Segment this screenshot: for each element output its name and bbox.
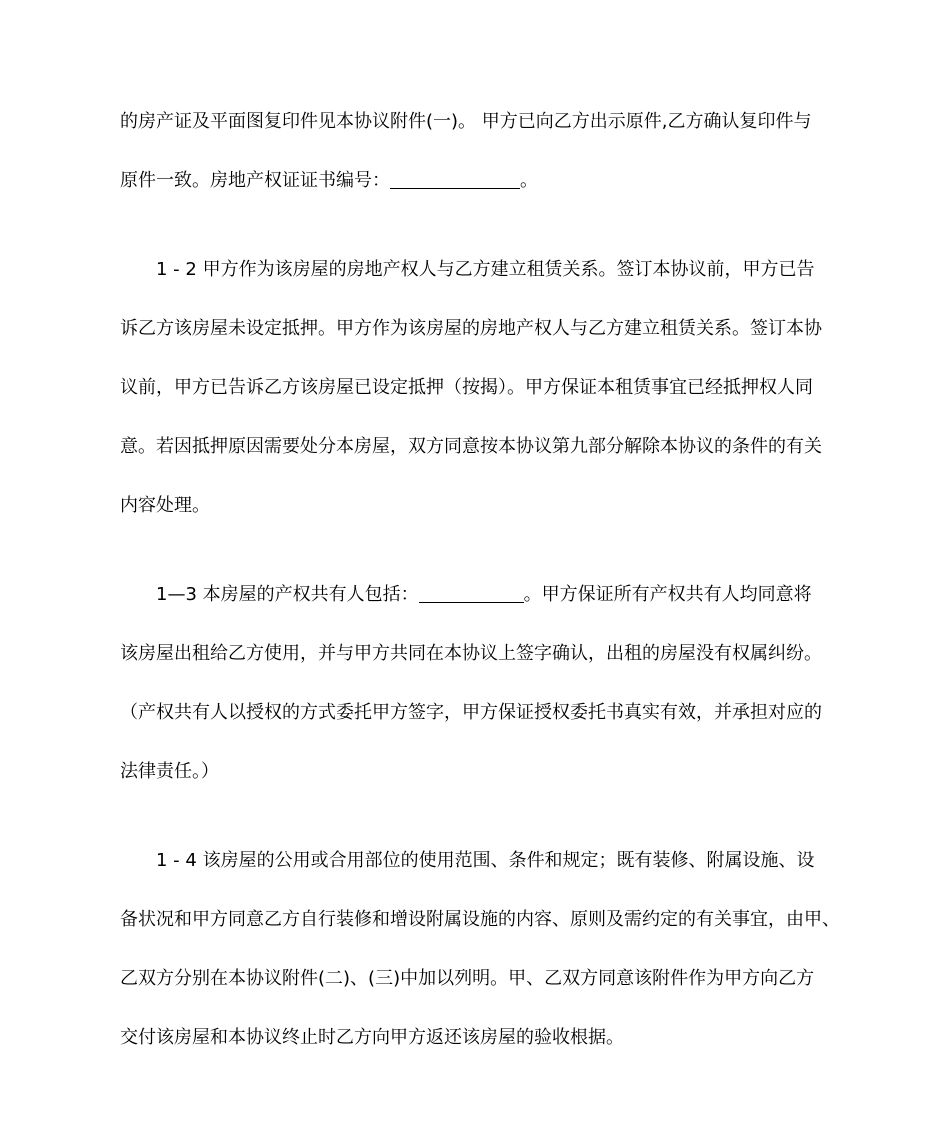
text-line [120,151,840,210]
text-line: 该房屋出租给乙方使用，并与甲方共同在本协议上签字确认，出租的房屋没有权属纠纷。 [120,643,822,664]
text-line: 1 - 4 该房屋的公用或合用部位的使用范围、条件和规定；既有装修、附属设施、设 [156,850,815,871]
paragraph-gap [120,210,840,240]
text-line: 交付该房屋和本协议终止时乙方向甲方返还该房屋的验收根据。 [120,1027,624,1048]
co-owners-label: 1—3 本房屋的产权共有人包括： [156,584,419,605]
text-line: 的房产证及平面图复印件见本协议附件(一)。 甲方已向乙方出示原件,乙方确认复印件与 [120,111,812,132]
co-owners-continuation: 。甲方保证所有产权共有人均同意将 [523,584,812,605]
text-line [120,565,840,624]
co-owners-blank [419,584,524,603]
text-line: 乙双方分别在本协议附件(二)、(三)中加以列明。甲、乙双方同意该附件作为甲方向乙方 [120,968,815,989]
certificate-number-blank [390,170,520,189]
text-line: （产权共有人以授权的方式委托甲方签字，甲方保证授权委托书真实有效，并承担对应的 [120,702,822,723]
text-line: 内容处理。 [120,495,210,516]
text-line: 意。若因抵押原因需要处分本房屋，双方同意按本协议第九部分解除本协议的条件的有关 [120,436,822,457]
paragraph-4 [120,831,840,1067]
text-line: 备状况和甲方同意乙方自行装修和增设附属设施的内容、原则及需约定的有关事宜，由甲、 [120,909,840,930]
text-line: 法律责任。） [120,761,219,782]
text-line: 议前，甲方已告诉乙方该房屋已设定抵押（按揭）。甲方保证本租赁事宜已经抵押权人同 [120,377,813,398]
paragraph-gap [120,801,840,831]
paragraph-1 [120,92,840,210]
paragraph-2 [120,240,840,535]
sentence-end: 。 [520,170,538,191]
certificate-number-label: 原件一致。房地产权证证书编号： [120,170,390,191]
paragraph-3 [120,565,840,801]
text-line: 诉乙方该房屋未设定抵押。甲方作为该房屋的房地产权人与乙方建立租赁关系。签订本协 [120,318,822,339]
text-line: 1 - 2 甲方作为该房屋的房地产权人与乙方建立租赁关系。签订本协议前，甲方已告 [156,259,815,280]
paragraph-gap [120,535,840,565]
